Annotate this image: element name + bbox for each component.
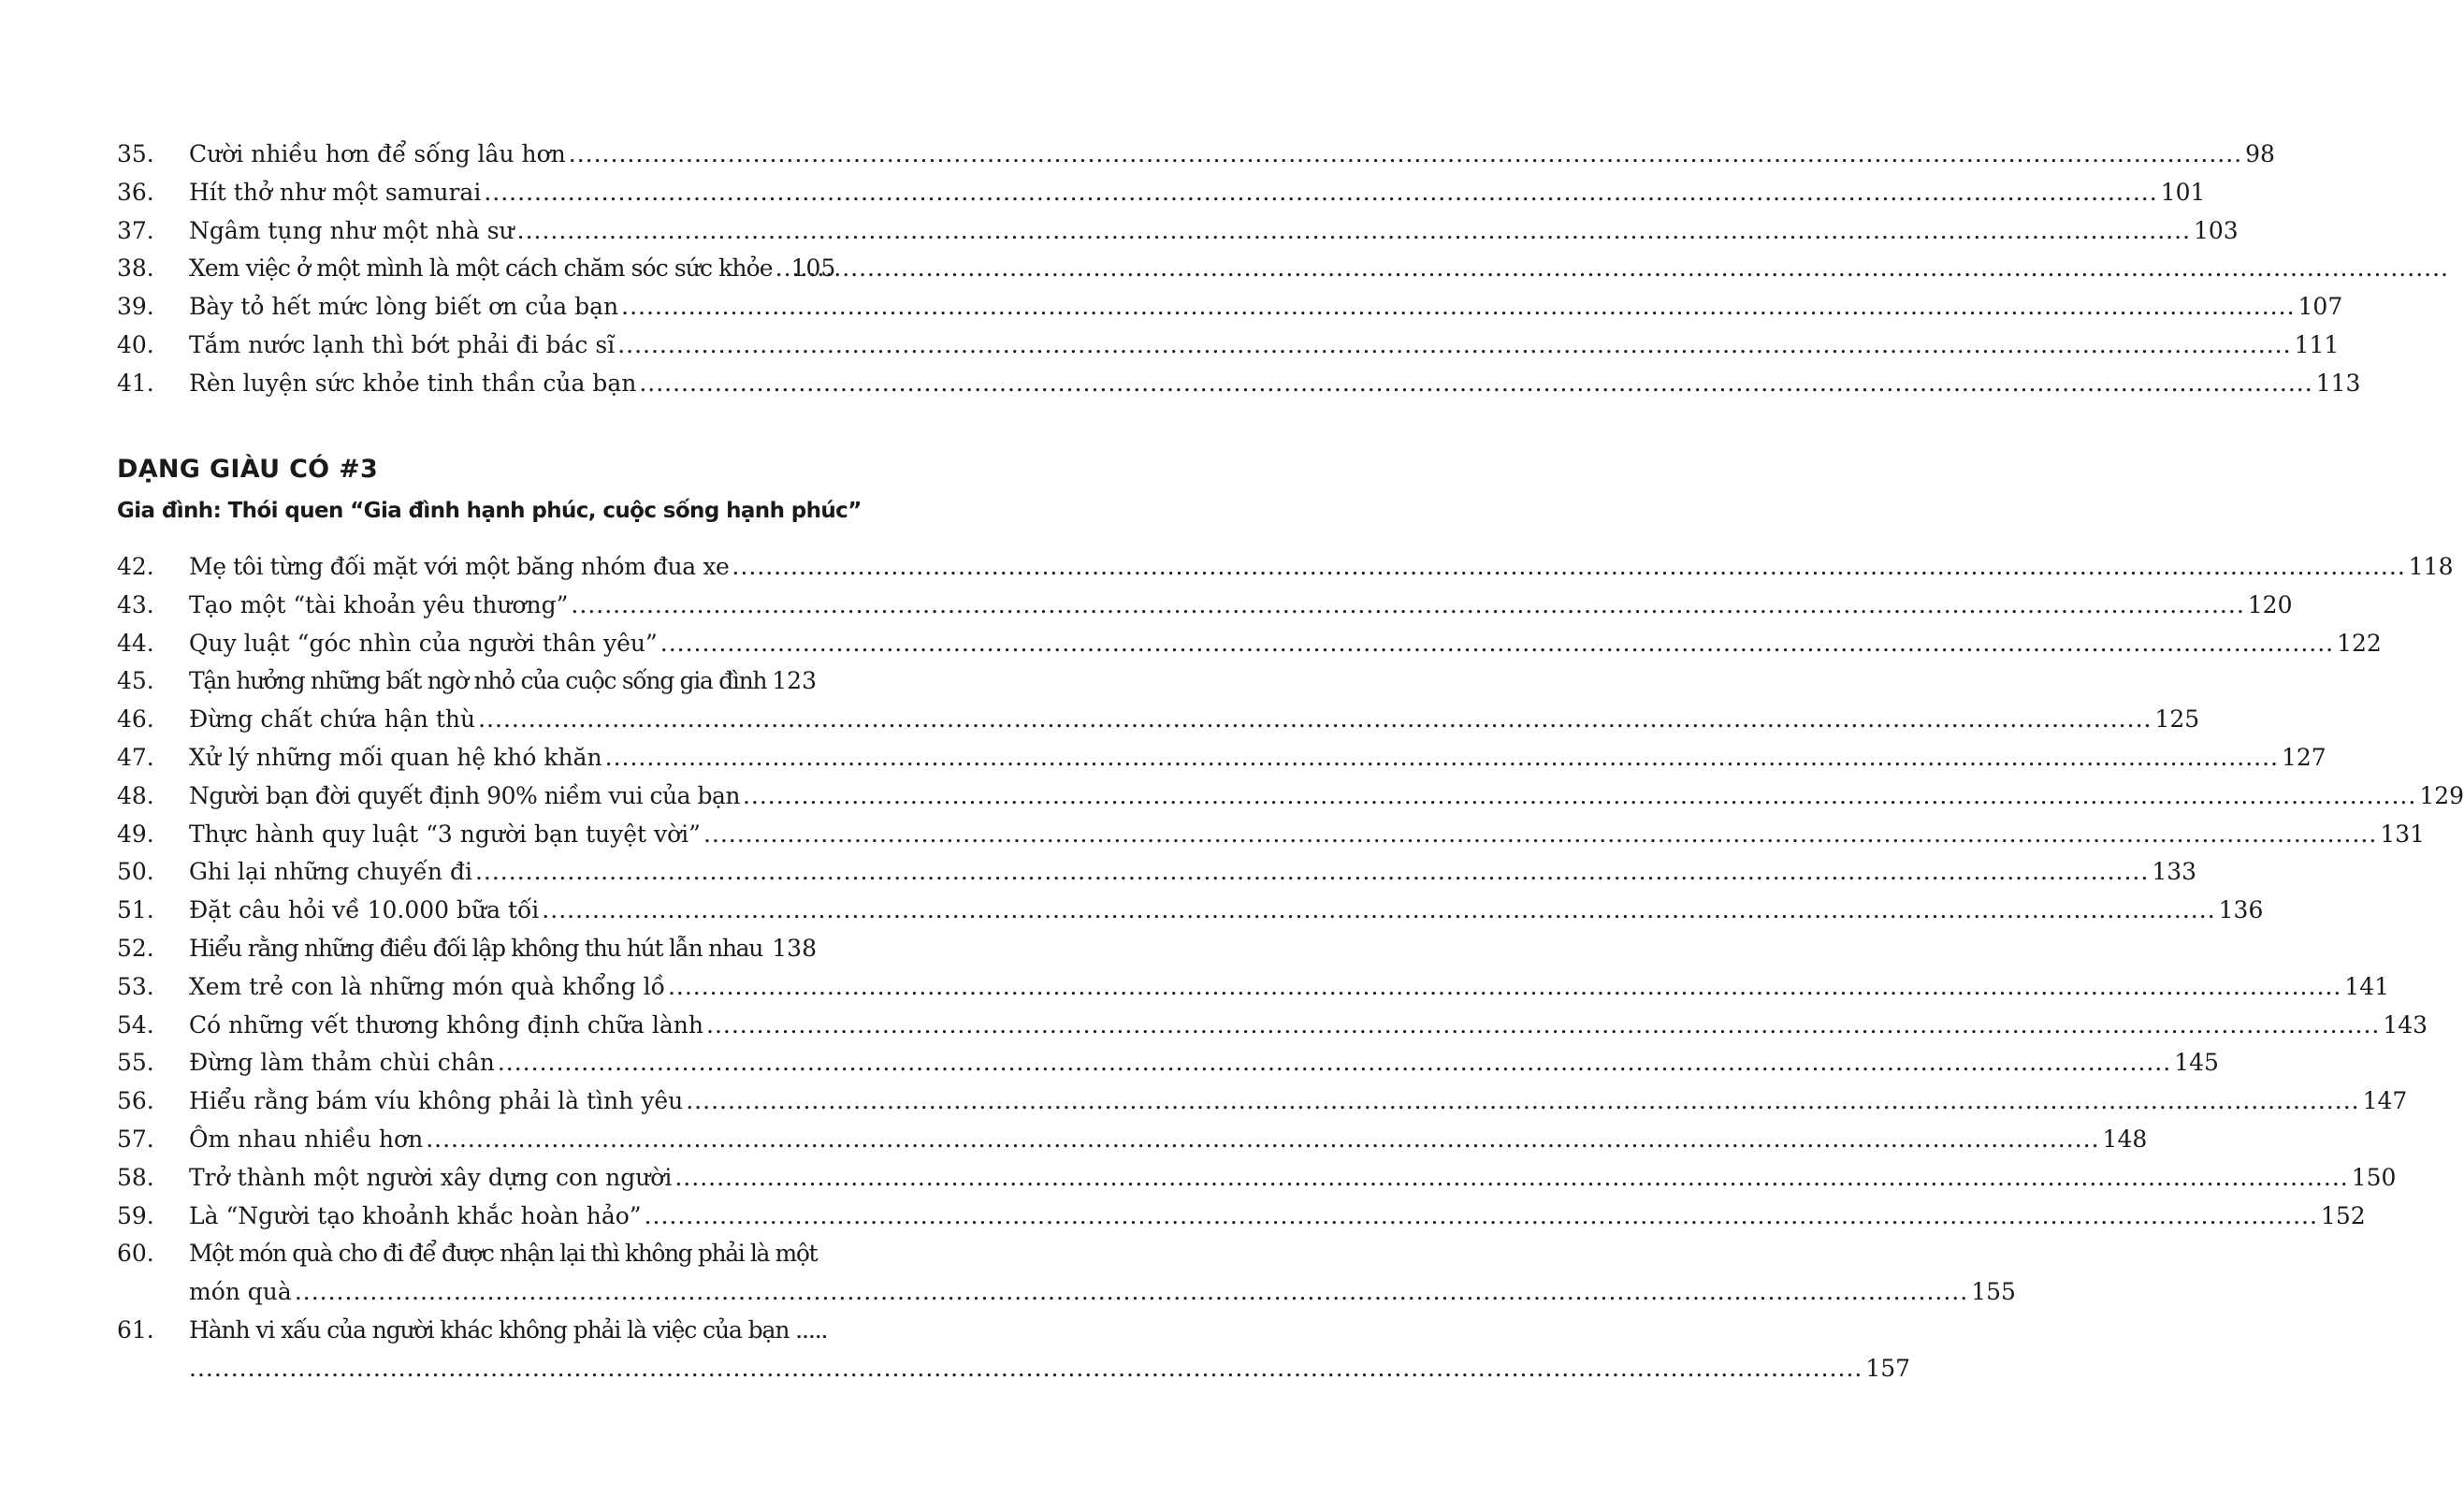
entry-title: Hiểu rằng bám víu không phải là tình yêu	[189, 1087, 684, 1115]
toc-entry[interactable]	[0, 1121, 2148, 1159]
entry-page: 122	[2337, 629, 2382, 657]
entry-page: 136	[2218, 896, 2264, 924]
entry-title: Xem trẻ con là những món quà khổng lồ	[189, 972, 665, 1000]
entry-title: Rèn luyện sức khỏe tinh thần của bạn	[189, 369, 637, 397]
entry-number: 54.	[117, 1010, 154, 1039]
dot-leader	[484, 174, 2157, 212]
entry-number: 56.	[117, 1087, 154, 1115]
entry-number: 60.	[117, 1240, 154, 1268]
entry-page: 105	[790, 254, 836, 283]
entry-number: 53.	[117, 972, 154, 1000]
entry-title-continued: món quà	[189, 1278, 292, 1306]
toc-entry[interactable]	[0, 1159, 2397, 1198]
entry-title: Xem việc ở một mình là một cách chăm sóc sức khỏe	[189, 254, 773, 283]
dot-leader	[605, 739, 2279, 777]
entry-page: 107	[2297, 293, 2343, 321]
dot-leader	[478, 701, 2152, 739]
toc-entry[interactable]	[0, 739, 2326, 777]
entry-title: Có những vết thương không định chữa lành	[189, 1010, 703, 1039]
entry-number: 44.	[117, 629, 154, 657]
entry-number: 42.	[117, 553, 154, 580]
toc-entry[interactable]	[0, 548, 2454, 587]
entry-number: 50.	[117, 858, 154, 886]
toc-entry[interactable]	[0, 136, 2275, 174]
entry-page: 145	[2174, 1049, 2219, 1077]
entry-number: 36.	[117, 178, 154, 206]
entry-number: 46.	[117, 705, 154, 734]
dot-leader	[571, 587, 2244, 625]
entry-title: Người bạn đời quyết định 90% niềm vui của bạn	[189, 781, 740, 809]
entry-title: Mẹ tôi từng đối mặt với một băng nhóm đua xe	[189, 553, 730, 580]
entry-title: Một món quà cho đi để được nhận lại thì không phải là một	[189, 1240, 818, 1268]
dot-leader	[706, 1007, 2380, 1045]
toc-entry[interactable]	[0, 701, 2200, 739]
entry-number: 48.	[117, 781, 154, 809]
dot-leader	[639, 365, 2312, 403]
entry-title: Thực hành quy luật “3 người bạn tuyệt vời”	[189, 820, 701, 848]
entry-number: 55.	[117, 1049, 154, 1077]
section-heading: DẠNG GIÀU CÓ #3	[117, 455, 379, 484]
entry-number: 59.	[117, 1201, 154, 1229]
entry-title: Cười nhiều hơn để sống lâu hơn	[189, 140, 566, 167]
toc-entry[interactable]	[0, 250, 958, 288]
entry-number: 51.	[117, 896, 154, 924]
toc-entry[interactable]	[0, 1082, 2408, 1121]
dot-leader	[732, 548, 2405, 587]
toc-entry[interactable]	[0, 1007, 2428, 1045]
entry-title: Hít thở như một samurai	[189, 178, 482, 206]
toc-entry[interactable]	[0, 968, 2390, 1007]
dot-leader	[668, 968, 2341, 1007]
entry-page: 127	[2281, 743, 2326, 771]
entry-title: Ôm nhau nhiều hơn	[189, 1125, 424, 1153]
dot-leader	[617, 327, 2291, 365]
entry-page: 141	[2344, 972, 2390, 1000]
toc-entry[interactable]	[0, 777, 2464, 816]
entry-title: Bày tỏ hết mức lòng biết ơn của bạn	[189, 293, 619, 321]
dot-leader	[743, 777, 2416, 816]
toc-entry[interactable]	[0, 816, 2426, 854]
entry-number: 40.	[117, 330, 154, 358]
toc-entry[interactable]	[0, 327, 2340, 365]
entry-title: Ghi lại những chuyến đi	[189, 858, 472, 886]
entry-page: 111	[2294, 330, 2340, 358]
entry-page: 129	[2419, 781, 2464, 809]
entry-page: 143	[2383, 1010, 2428, 1039]
entry-page: 103	[2193, 216, 2239, 244]
toc-entry[interactable]	[0, 853, 2197, 892]
entry-title: Trở thành một người xây dựng con người	[189, 1163, 673, 1191]
dot-leader	[498, 1044, 2171, 1082]
toc-entry[interactable]	[0, 662, 958, 701]
entry-page: 155	[1971, 1278, 2016, 1306]
entry-title: Đừng chất chứa hận thù	[189, 705, 476, 734]
section-subtitle: Gia đình: Thói quen “Gia đình hạnh phúc, cuộc sống hạnh phúc”	[117, 499, 862, 523]
entry-number: 38.	[117, 254, 154, 283]
dot-leader	[645, 1198, 2318, 1236]
entry-page: 118	[2408, 553, 2454, 580]
entry-number: 49.	[117, 820, 154, 848]
entry-title: Tạo một “tài khoản yêu thương”	[189, 590, 569, 618]
entry-page: 150	[2351, 1163, 2397, 1191]
entry-page: 98	[2245, 140, 2275, 167]
entry-title: Đừng làm thảm chùi chân	[189, 1049, 495, 1077]
toc-entry[interactable]	[0, 625, 2382, 663]
entry-title: Tắm nước lạnh thì bớt phải đi bác sĩ	[189, 330, 616, 358]
entry-page: 157	[1865, 1354, 1911, 1382]
entry-title: Quy luật “góc nhìn của người thân yêu”	[189, 629, 658, 657]
toc-entry[interactable]	[0, 288, 2343, 327]
toc-entry[interactable]	[0, 1044, 2219, 1082]
dot-leader	[621, 288, 2295, 327]
toc-entry[interactable]	[0, 174, 2206, 212]
dot-leader	[660, 625, 2334, 663]
entry-page: 138	[772, 934, 817, 962]
toc-entry-60-line2[interactable]	[0, 1273, 2016, 1312]
entry-title: Là “Người tạo khoảnh khắc hoàn hảo”	[189, 1201, 642, 1229]
entry-number: 52.	[117, 934, 154, 962]
toc-list-health	[0, 136, 2361, 403]
dot-leader	[542, 892, 2215, 930]
entry-title: Tận hưởng những bất ngờ nhỏ của cuộc sống gia đình	[189, 667, 767, 695]
dot-leader	[517, 212, 2191, 251]
entry-number: 39.	[117, 293, 154, 321]
dot-leader	[475, 853, 2149, 892]
entry-number: 61.	[117, 1315, 154, 1344]
toc-entry[interactable]	[0, 212, 2239, 251]
toc-entry-61-line2[interactable]	[0, 1350, 1911, 1388]
entry-title: Hiểu rằng những điều đối lập không thu hút lẫn nhau	[189, 934, 763, 962]
entry-title: Ngâm tụng như một nhà sư	[189, 216, 515, 244]
toc-entry[interactable]	[0, 1198, 2366, 1236]
entry-page: 148	[2102, 1125, 2148, 1153]
toc-list-family	[0, 548, 2464, 1388]
dot-leader	[674, 1159, 2348, 1198]
entry-number: 47.	[117, 743, 154, 771]
entry-number: 58.	[117, 1163, 154, 1191]
toc-entry[interactable]	[0, 365, 2361, 403]
toc-entry-60-line1[interactable]	[0, 1235, 958, 1273]
entry-page: 113	[2315, 369, 2361, 397]
entry-number: 45.	[117, 667, 154, 695]
entry-page: 133	[2152, 858, 2197, 886]
dot-leader	[569, 136, 2242, 174]
entry-page: 131	[2380, 820, 2426, 848]
entry-page: 123	[772, 667, 817, 695]
entry-page: 147	[2362, 1087, 2408, 1115]
entry-title: Hành vi xấu của người khác không phải là việc của bạn .....	[189, 1315, 828, 1344]
entry-page: 152	[2320, 1201, 2366, 1229]
dot-leader	[703, 816, 2377, 854]
entry-number: 37.	[117, 216, 154, 244]
dot-leader	[686, 1082, 2359, 1121]
dot-leader	[189, 1350, 1862, 1388]
entry-number: 43.	[117, 590, 154, 618]
entry-title: Đặt câu hỏi về 10.000 bữa tối	[189, 896, 540, 924]
entry-page: 120	[2247, 590, 2293, 618]
toc-entry[interactable]	[0, 892, 2264, 930]
entry-number: 41.	[117, 369, 154, 397]
dot-leader	[295, 1273, 1968, 1312]
toc-entry-61-line1[interactable]	[0, 1312, 958, 1350]
entry-page: 101	[2160, 178, 2206, 206]
dot-leader	[426, 1121, 2099, 1159]
entry-number: 57.	[117, 1125, 154, 1153]
toc-entry[interactable]	[0, 587, 2293, 625]
entry-number: 35.	[117, 140, 154, 167]
entry-title: Xử lý những mối quan hệ khó khăn	[189, 743, 602, 771]
toc-entry[interactable]	[0, 930, 958, 968]
entry-page: 125	[2154, 705, 2200, 734]
dot-leader	[775, 250, 789, 288]
